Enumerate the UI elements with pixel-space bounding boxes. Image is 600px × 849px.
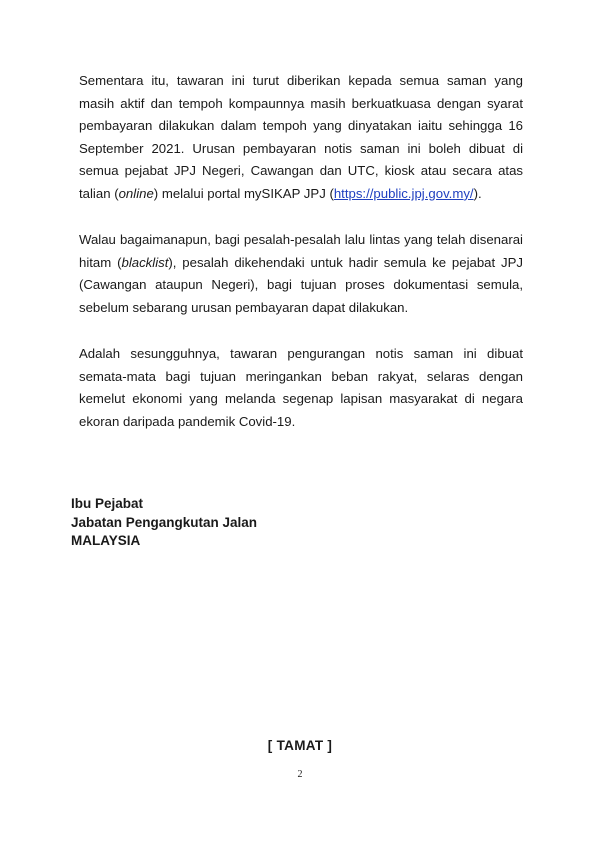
paragraph-offer-details	[79, 70, 523, 206]
paragraph-text: Sementara itu, tawaran ini turut diberikan kepada semua saman yang masih aktif dan tempoh kompaunnya masih berkuatkuasa dengan syarat pembayaran dilakukan dalam tempoh yang dinyatakan iaitu sehingga 16 September 2021. Urusan pembayaran notis saman ini boleh dibuat di semua pejabat JPJ Negeri, Cawangan dan UTC, kiosk atau secara atas talian (	[79, 73, 523, 201]
paragraph-text: ), pesalah dikehendaki untuk hadir semula ke pejabat JPJ (Cawangan ataupun Negeri), bagi tujuan proses dokumentasi semula, sebelum sebarang urusan pembayaran dapat dilakukan.	[79, 254, 523, 315]
italic-term-blacklist: blacklist	[121, 254, 169, 270]
signature-block	[71, 495, 257, 551]
page-number: 2	[297, 769, 303, 780]
paragraph-purpose-statement: Adalah sesungguhnya, tawaran pengurangan notis saman ini dibuat semata-mata bagi tujuan meringankan beban rakyat, selaras dengan kemelut ekonomi yang melanda segenap lapisan masyarakat di negara ekoran daripada pandemik Covid-19.	[79, 346, 523, 429]
paragraph-text: ).	[473, 185, 482, 201]
italic-term-online: online	[118, 185, 154, 201]
end-marker: [ TAMAT ]	[267, 738, 333, 753]
signature-office: Ibu Pejabat	[71, 496, 144, 511]
paragraph-text: ) melalui portal mySIKAP JPJ (	[153, 185, 334, 201]
signature-department: Jabatan Pengangkutan Jalan	[71, 514, 258, 530]
portal-link[interactable]: https://public.jpj.gov.my/	[333, 185, 474, 201]
signature-country: MALAYSIA	[71, 533, 141, 548]
paragraph-blacklist-notice	[79, 229, 523, 319]
paragraph-text: Walau bagaimanapun, bagi pesalah-pesalah lalu lintas yang telah disenarai hitam (	[79, 232, 523, 270]
